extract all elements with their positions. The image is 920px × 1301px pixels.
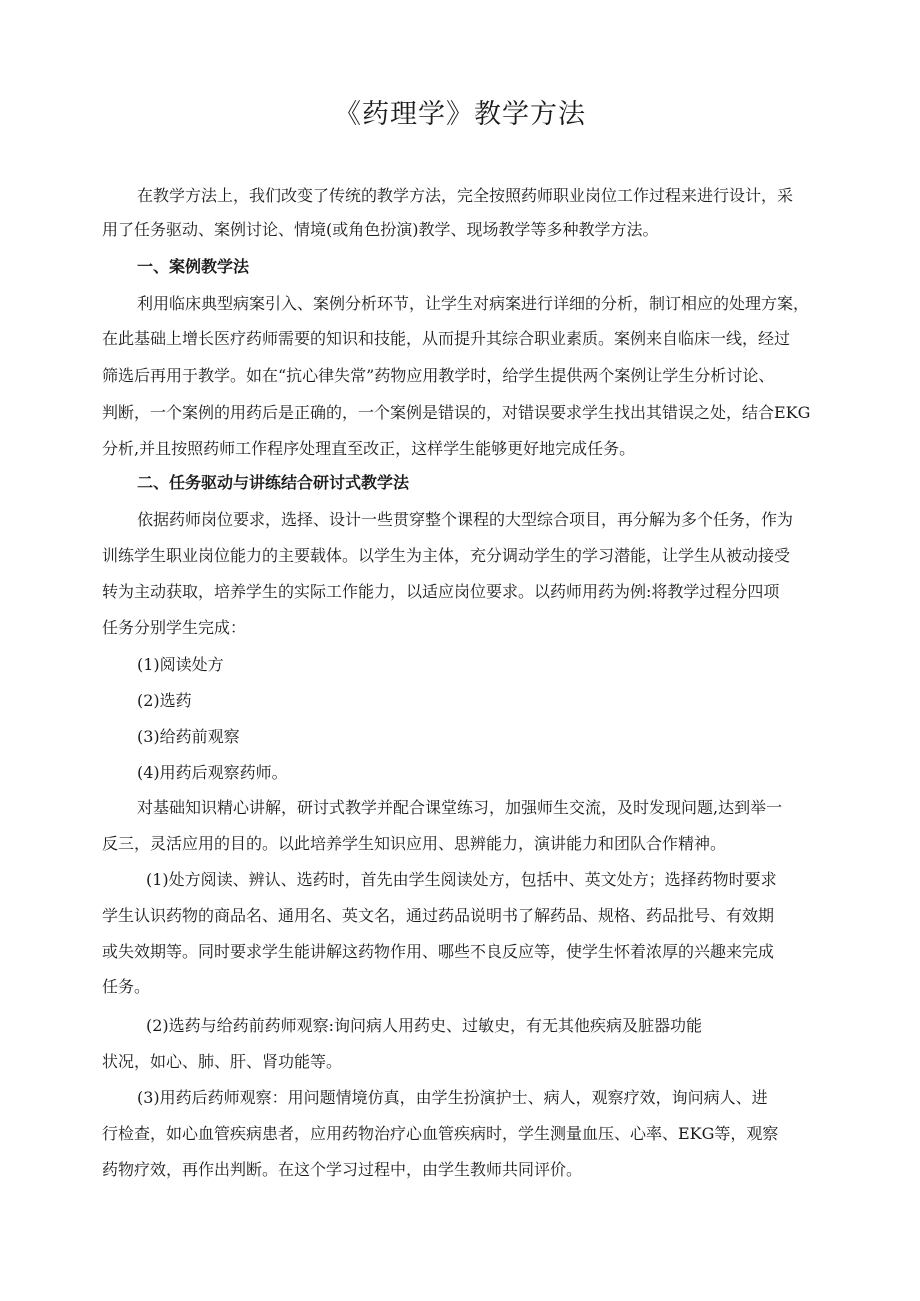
list-item: (4)用药后观察药师。 <box>137 763 288 782</box>
text-line: 任务。 <box>102 977 151 996</box>
text-line: 依据药师岗位要求，选择、设计一些贯穿整个课程的大型综合项目，再分解为多个任务，作为 <box>137 510 794 529</box>
text-line: 状况，如心、肺、肝、肾功能等。 <box>102 1052 343 1071</box>
text-line: 筛选后再用于教学。如在“抗心律失常”药物应用教学时，给学生提供两个案例让学生分析讨论、 <box>102 366 775 385</box>
text-line: 在此基础上增长医疗药师需要的知识和技能，从而提升其综合职业素质。案例来自临床一线，经过 <box>102 329 791 348</box>
text-line: 或失效期等。同时要求学生能讲解这药物作用、哪些不良反应等，使学生怀着浓厚的兴趣来完成 <box>102 942 775 961</box>
text-line: 学生认识药物的商品名、通用名、英文名，通过药品说明书了解药品、规格、药品批号、有效期 <box>102 906 775 925</box>
list-item: (1)阅读处方 <box>137 655 224 674</box>
text-line: 药物疗效，再作出判断。在这个学习过程中，由学生教师共同评价。 <box>102 1160 583 1179</box>
text-line: 对基础知识精心讲解，研讨式教学并配合课堂练习，加强师生交流，及时发现问题,达到举一 <box>137 798 783 817</box>
text-line: 反三，灵活应用的目的。以此培养学生知识应用、思辨能力，演讲能力和团队合作精神。 <box>102 834 727 853</box>
text-line: 训练学生职业岗位能力的主要载体。以学生为主体，充分调动学生的学习潜能，让学生从被动接受 <box>102 546 791 565</box>
page-title: 《药理学》教学方法 <box>334 99 586 130</box>
section-heading: 二、任务驱动与讲练结合研讨式教学法 <box>137 473 410 492</box>
list-item: (2)选药 <box>137 691 192 710</box>
text-line: 转为主动获取，培养学生的实际工作能力，以适应岗位要求。以药师用药为例:将教学过程分四项 <box>102 582 780 601</box>
text-line: (1)处方阅读、辨认、选药时，首先由学生阅读处方，包括中、英文处方；选择药物时要求 <box>146 870 777 889</box>
list-item: (3)给药前观察 <box>137 727 240 746</box>
text-line: 任务分别学生完成： <box>102 618 247 637</box>
text-line: 分析,并且按照药师工作程序处理直至改正，这样学生能够更好地完成任务。 <box>102 439 636 458</box>
text-line: 利用临床典型病案引入、案例分析环节，让学生对病案进行详细的分析，制订相应的处理方案， <box>137 294 810 313</box>
text-line: 在教学方法上，我们改变了传统的教学方法，完全按照药师职业岗位工作过程来进行设计，采 <box>137 186 794 205</box>
text-line: (3)用药后药师观察：用问题情境仿真，由学生扮演护士、病人，观察疗效，询问病人、进 <box>137 1088 768 1107</box>
section-heading: 一、案例教学法 <box>137 257 250 276</box>
text-line: 行检查，如心血管疾病患者，应用药物治疗心血管疾病时，学生测量血压、心率、EKG等，观察 <box>102 1124 779 1143</box>
text-line: 用了任务驱动、案例讨论、情境(或角色扮演)教学、现场教学等多种教学方法。 <box>102 220 659 239</box>
text-line: (2)选药与给药前药师观察:询问病人用药史、过敏史，有无其他疾病及脏器功能 <box>146 1016 703 1035</box>
text-line: 判断，一个案例的用药后是正确的，一个案例是错误的，对错误要求学生找出其错误之处，结合EKG <box>102 403 811 422</box>
